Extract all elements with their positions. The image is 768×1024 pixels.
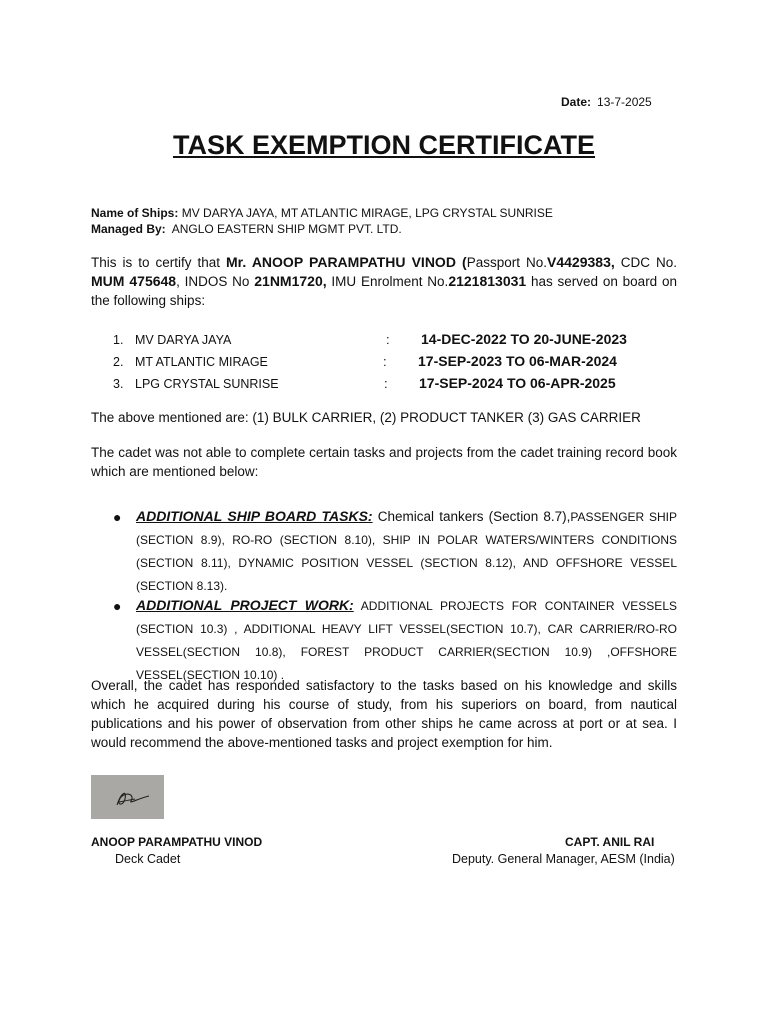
passport-number: V4429383,: [547, 254, 615, 270]
ships-value: MV DARYA JAYA, MT ATLANTIC MIRAGE, LPG CRYSTAL SUNRISE: [181, 206, 553, 220]
certify-text-5: IMU Enrolment No.: [326, 274, 449, 289]
cadet-signatory-role: Deck Cadet: [115, 852, 181, 866]
ship-number: 1.: [113, 333, 124, 347]
cdc-number: MUM 475648: [91, 273, 177, 289]
bullet-icon: ●: [113, 509, 122, 525]
indos-number: 21NM1720,: [254, 273, 327, 289]
ship-colon: :: [383, 354, 387, 369]
certify-text-3: CDC No.: [614, 255, 677, 270]
ship-colon: :: [386, 332, 390, 347]
cadet-full-name: Mr. ANOOP PARAMPATHU VINOD (: [225, 254, 467, 270]
bullet-text: ADDITIONAL PROJECTS FOR CONTAINER VESSELS (SECTION 10.3) , ADDITIONAL HEAVY LIFT VESSEL(SECTION 10.7), CAR CARRIER/RO-RO VESSEL(SECTION 10.8), FOREST PRODUCT CARRIER(SECTION 10.9) ,OFFSHORE VESSEL(SECTION 10.10) .: [136, 599, 677, 682]
gm-signatory-role: Deputy. General Manager, AESM (India): [452, 852, 675, 866]
ship-name: LPG CRYSTAL SUNRISE: [135, 377, 279, 391]
managed-value: ANGLO EASTERN SHIP MGMT PVT. LTD.: [171, 222, 402, 236]
ships-label: Name of Ships:: [91, 206, 179, 220]
gm-signatory-name: CAPT. ANIL RAI: [565, 835, 655, 849]
bullet-heading: ADDITIONAL PROJECT WORK:: [136, 597, 354, 613]
ship-row: [113, 333, 231, 347]
certify-text-1: This is to certify that: [91, 255, 226, 270]
managed-label: Managed By:: [91, 222, 166, 236]
ship-row: [113, 355, 268, 369]
ship-service-dates: 17-SEP-2023 TO 06-MAR-2024: [418, 353, 617, 369]
cadet-signatory-name: ANOOP PARAMPATHU VINOD: [91, 835, 263, 849]
signature-scribble-icon: [91, 775, 164, 819]
ships-line: [91, 206, 553, 220]
ship-colon: :: [384, 376, 388, 391]
additional-tasks-item: [136, 505, 677, 598]
certify-text-4: , INDOS No: [176, 274, 255, 289]
ship-name: MT ATLANTIC MIRAGE: [135, 355, 268, 369]
bullet-icon: ●: [113, 598, 122, 614]
ship-service-dates: 14-DEC-2022 TO 20-JUNE-2023: [421, 331, 627, 347]
imu-number: 2121813031: [448, 273, 527, 289]
ship-number: 3.: [113, 377, 124, 391]
date-line: [561, 95, 652, 109]
ship-name: MV DARYA JAYA: [135, 333, 232, 347]
ship-row: [113, 377, 279, 391]
vessel-types-line: The above mentioned are: (1) BULK CARRIER, (2) PRODUCT TANKER (3) GAS CARRIER: [91, 410, 641, 425]
managed-by-line: [91, 222, 402, 236]
bullet-text: PASSENGER SHIP (SECTION 8.9), RO-RO (SECTION 8.10), SHIP IN POLAR WATERS/WINTERS CONDITIONS (SECTION 8.11), DYNAMIC POSITION VESSEL (SECTION 8.12), AND OFFSHORE VESSEL (SECTION 8.13).: [136, 510, 677, 593]
bullet-lead: Chemical tankers (Section 8.7),: [372, 509, 571, 524]
ship-number: 2.: [113, 355, 124, 369]
signature-image: [91, 775, 164, 819]
cadet-tasks-paragraph: The cadet was not able to complete certain tasks and projects from the cadet training record book which are mentioned below:: [91, 445, 677, 479]
certify-text-2: Passport No.: [466, 255, 548, 270]
certify-text-6: has served on board on the following ships:: [91, 274, 678, 308]
ship-service-dates: 17-SEP-2024 TO 06-APR-2025: [419, 375, 616, 391]
overall-paragraph: Overall, the cadet has responded satisfactory to the tasks based on his knowledge and skills which he acquired during his course of study, from his superiors on board, from nautical publications and his power of observation from other ships he came across at port or at sea. I would recommend the above-mentioned tasks and project exemption for him.: [91, 678, 677, 750]
date-label: Date:: [561, 95, 592, 109]
additional-projects-item: [136, 594, 677, 687]
certificate-title: TASK EXEMPTION CERTIFICATE: [172, 130, 595, 160]
date-value: 13-7-2025: [597, 95, 652, 109]
bullet-heading: ADDITIONAL SHIP BOARD TASKS:: [136, 508, 373, 524]
certify-paragraph: [91, 253, 677, 310]
